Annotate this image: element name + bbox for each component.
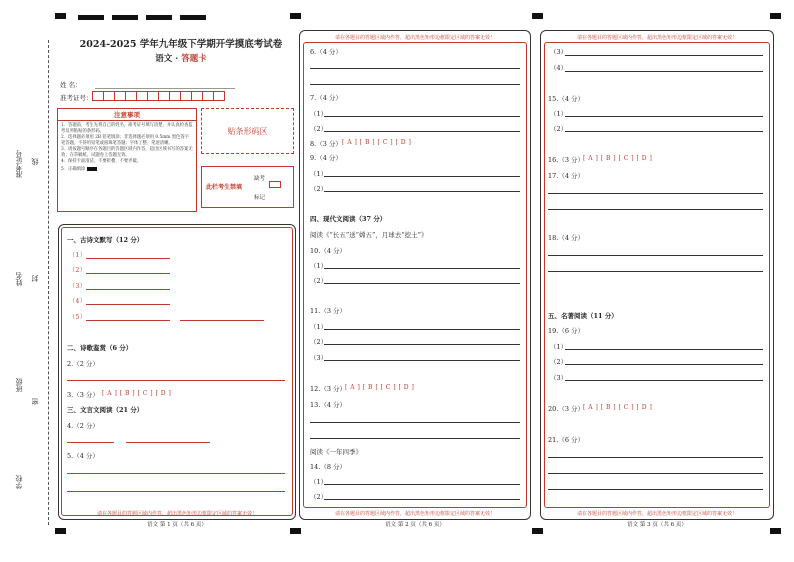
answer-line[interactable] <box>324 283 520 284</box>
question-label: 3.（3 分） <box>67 391 99 399</box>
timing-mark <box>180 15 206 20</box>
absent-box <box>201 166 294 208</box>
answer-line[interactable] <box>548 255 763 256</box>
page-footer: 语文 第 3 页（共 6 页） <box>627 522 687 528</box>
answer-line[interactable] <box>67 473 285 474</box>
item-label: （1） <box>310 262 328 270</box>
choice-options[interactable]: [ A ] [ B ] [ C ] [ D ] <box>102 390 172 397</box>
question-label: 13.（4 分） <box>310 401 347 409</box>
answer-line[interactable] <box>565 131 763 132</box>
timing-mark <box>290 13 301 19</box>
id-grid[interactable] <box>92 91 224 101</box>
absent-text: 缺考 <box>254 176 266 182</box>
item-label: （1） <box>550 110 568 118</box>
item-label: （2） <box>310 125 328 133</box>
item-label: （2） <box>550 125 568 133</box>
answer-line[interactable] <box>324 191 520 192</box>
page-footer: 语文 第 2 页（共 6 页） <box>385 522 445 528</box>
timing-mark <box>55 13 66 19</box>
section-title: 一、古诗文默写（12 分） <box>67 236 144 244</box>
answer-line[interactable] <box>67 442 114 443</box>
answer-line[interactable] <box>324 484 520 485</box>
choice-options[interactable]: [ A ] [ B ] [ C ] [ D ] <box>345 384 415 391</box>
question-label: 21.（6 分） <box>548 436 585 444</box>
answer-line[interactable] <box>548 457 763 458</box>
notice-item: 4．保持卡面清洁，不要折叠、不要弄破。 <box>61 159 142 164</box>
answer-line[interactable] <box>324 176 520 177</box>
warning-banner: 请在各题目的答题区域内作答，超出黑色矩形边框限定区域的答案无效！ <box>576 35 737 41</box>
item-label: （1） <box>310 110 328 118</box>
timing-mark <box>290 528 301 534</box>
page-footer: 语文 第 1 页（共 6 页） <box>147 522 207 528</box>
answer-line[interactable] <box>324 131 520 132</box>
section-title: 三、文言文阅读（21 分） <box>67 406 144 414</box>
answer-line[interactable] <box>565 364 763 365</box>
side-label-class: 班级 <box>15 378 23 392</box>
item-label: （3） <box>550 374 568 382</box>
page-subtitle: 语文 · 答题卡 <box>155 54 207 64</box>
timing-mark <box>55 528 66 534</box>
question-label: 6.（4 分） <box>310 48 342 56</box>
answer-line[interactable] <box>324 329 520 330</box>
item-label: （2） <box>69 267 87 274</box>
answer-line[interactable] <box>548 489 763 490</box>
item-label: （1） <box>310 323 328 331</box>
answer-line[interactable] <box>565 55 763 56</box>
timing-mark <box>770 528 781 534</box>
item-label: （1） <box>310 170 328 178</box>
answer-line[interactable] <box>86 289 170 290</box>
question-label: 20.（3 分） <box>548 405 585 413</box>
answer-line[interactable] <box>86 304 170 305</box>
answer-line[interactable] <box>310 68 520 69</box>
item-label: （5） <box>69 314 87 321</box>
timing-mark <box>146 15 172 20</box>
question-label: 17.（4 分） <box>548 172 585 180</box>
answer-line[interactable] <box>548 209 763 210</box>
notice-item: 2．选择题必须用 2B 铅笔填涂；非选择题必须用 0.5mm 黑色签字笔答题，不得用铅笔或圆珠笔答题；字体工整、笔迹清晰。 <box>61 135 189 146</box>
side-label-name: 姓名 <box>15 272 23 286</box>
absent-checkbox[interactable] <box>269 181 281 188</box>
item-label: （3） <box>550 48 568 56</box>
question-label: 14.（8 分） <box>310 463 347 471</box>
choice-options[interactable]: [ A ] [ B ] [ C ] [ D ] <box>583 155 653 162</box>
choice-options[interactable]: [ A ] [ B ] [ C ] [ D ] <box>583 404 653 411</box>
item-label: （3） <box>310 354 328 362</box>
barcode-area: 贴条形码区 <box>201 108 294 154</box>
question-label: 15.（4 分） <box>548 95 585 103</box>
answer-line[interactable] <box>310 438 520 439</box>
notice-title: 注意事项 <box>58 109 196 121</box>
answer-line[interactable] <box>86 258 170 259</box>
side-label-line: 线 <box>31 158 39 165</box>
answer-line[interactable] <box>86 273 170 274</box>
answer-line[interactable] <box>565 349 763 350</box>
question-label: 9.（4 分） <box>310 154 342 162</box>
answer-line[interactable] <box>565 71 763 72</box>
item-label: （2） <box>310 277 328 285</box>
section-title: 五、名著阅读（11 分） <box>548 312 618 320</box>
item-label: （1） <box>550 343 568 351</box>
timing-mark <box>112 15 138 20</box>
notice-item: 3．请按题号顺序在各题目的答题区域内作答，超出区域书写的答案无效；在草稿纸、试题卷上答题无效。 <box>61 147 193 158</box>
answer-line[interactable] <box>565 116 763 117</box>
question-label: 19.（6 分） <box>548 327 585 335</box>
warning-banner: 请在各题目的答题区域内作答，超出黑色矩形边框限定区域的答案无效！ <box>96 511 257 517</box>
timing-mark <box>532 528 543 534</box>
reading-title: 阅读《一年四季》 <box>310 448 362 456</box>
question-label: 12.（3 分） <box>310 385 347 393</box>
side-label-school: 学校 <box>15 475 23 489</box>
item-label: （4） <box>69 298 87 305</box>
answer-line[interactable] <box>548 473 763 474</box>
item-label: （1） <box>310 478 328 486</box>
question-label: 2.（2 分） <box>67 360 99 368</box>
answer-line[interactable] <box>324 344 520 345</box>
question-label: 5.（4 分） <box>67 452 99 460</box>
page-title: 2024-2025 学年九年级下学期开学摸底考试卷 <box>79 39 283 50</box>
id-label: 准考证号： <box>60 94 93 102</box>
answer-line[interactable] <box>548 193 763 194</box>
warning-banner: 请在各题目的答题区域内作答，超出黑色矩形边框限定区域的答案无效！ <box>576 511 737 517</box>
answer-line[interactable] <box>565 380 763 381</box>
answer-line[interactable] <box>310 422 520 423</box>
item-label: （2） <box>310 338 328 346</box>
answer-line[interactable] <box>67 491 285 492</box>
choice-options[interactable]: [ A ] [ B ] [ C ] [ D ] <box>342 139 412 146</box>
item-label: （4） <box>550 64 568 72</box>
answer-line[interactable] <box>324 116 520 117</box>
absent-label: 此栏考生禁填 <box>206 184 243 191</box>
timing-mark <box>78 15 104 20</box>
mark-text: 标记 <box>254 195 266 201</box>
binding-line <box>48 40 49 525</box>
side-label-seal: 封 <box>31 275 39 282</box>
answer-line[interactable] <box>548 271 763 272</box>
answer-line[interactable] <box>67 380 285 381</box>
section-title: 二、诗歌鉴赏（6 分） <box>67 344 133 352</box>
item-label: （1） <box>69 252 87 259</box>
warning-banner: 请在各题目的答题区域内作答，超出黑色矩形边框限定区域的答案无效！ <box>334 511 495 517</box>
side-label-dense: 密 <box>31 398 39 405</box>
question-label: 4.（2 分） <box>67 422 99 430</box>
answer-line[interactable] <box>180 320 264 321</box>
warning-banner: 请在各题目的答题区域内作答，超出黑色矩形边框限定区域的答案无效！ <box>334 35 495 41</box>
reading-title: 阅读《“长五”送“嫦五”，月球去“挖土”》 <box>310 231 428 239</box>
side-label-id: 准考证号 <box>15 150 23 178</box>
timing-mark <box>770 13 781 19</box>
notice-item: 5．正确填涂 <box>61 167 193 173</box>
name-field[interactable] <box>95 88 235 89</box>
timing-mark <box>532 13 543 19</box>
question-label: 11.（3 分） <box>310 307 347 315</box>
answer-line[interactable] <box>324 499 520 500</box>
answer-line[interactable] <box>126 442 210 443</box>
question-label: 16.（3 分） <box>548 156 585 164</box>
answer-line[interactable] <box>324 360 520 361</box>
answer-line[interactable] <box>86 320 170 321</box>
item-label: （3） <box>69 283 87 290</box>
answer-line[interactable] <box>324 268 520 269</box>
notice-item: 1．答题前，考生先将自己的姓名，准考证号填写清楚，并认真检查监考员所粘贴的条形码。 <box>61 123 193 134</box>
question-label: 8.（3 分） <box>310 140 342 148</box>
question-label: 10.（4 分） <box>310 247 347 255</box>
notice-box <box>57 108 197 212</box>
name-label: 姓 名： <box>60 81 82 89</box>
section-title: 四、现代文阅读（37 分） <box>310 215 387 223</box>
item-label: （2） <box>310 185 328 193</box>
answer-line[interactable] <box>310 84 520 85</box>
question-label: 7.（4 分） <box>310 94 342 102</box>
question-label: 18.（4 分） <box>548 234 585 242</box>
item-label: （2） <box>550 358 568 366</box>
item-label: （2） <box>310 493 328 501</box>
